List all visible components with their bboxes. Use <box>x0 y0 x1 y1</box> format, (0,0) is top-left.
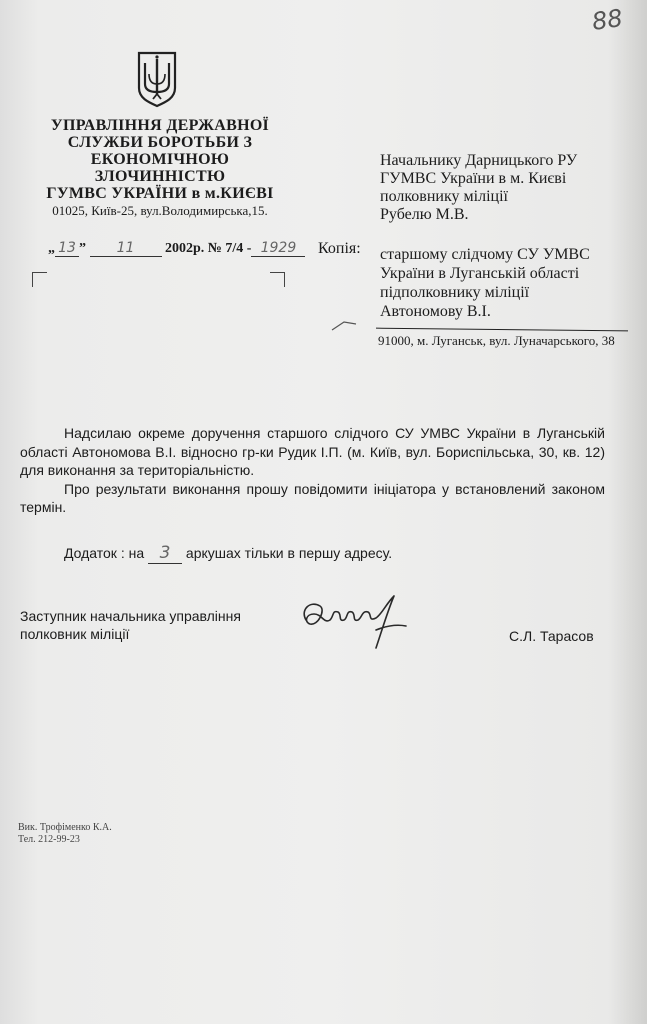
executor-phone: Тел. 212-99-23 <box>18 834 80 845</box>
addressee-line: Начальнику Дарницького РУ <box>380 152 578 169</box>
executor-name: Вик. Трофіменко К.А. <box>18 822 112 833</box>
date-day: 13 <box>55 240 79 257</box>
addressee-line: ГУМВС України в м. Києві <box>380 170 567 187</box>
signatory-position: Заступник начальника управління <box>20 608 241 624</box>
signatory-title <box>20 607 241 643</box>
date-line <box>48 240 305 257</box>
date-open-quote: „ <box>48 241 55 256</box>
copy-divider <box>376 328 628 332</box>
addressee-block <box>380 152 577 224</box>
pen-mark <box>330 318 358 334</box>
signatory-rank: полковник міліції <box>20 626 130 642</box>
copy-line: Автономову В.І. <box>380 303 491 320</box>
organization-header <box>30 117 290 218</box>
org-line: ЗЛОЧИННІСТЮ <box>94 168 226 185</box>
attachment-prefix: Додаток : на <box>64 545 145 561</box>
date-close-quote: ” <box>79 241 86 256</box>
date-year: 2002р. <box>165 241 205 256</box>
registration-corner-right <box>270 272 285 287</box>
doc-number: 1929 <box>251 240 305 257</box>
org-line: СЛУЖБИ БОРОТЬБИ З <box>67 134 253 151</box>
tryzub-emblem-icon <box>136 50 178 108</box>
letter-body <box>20 424 605 517</box>
org-line: ГУМВС УКРАЇНИ в м.КИЄВІ <box>46 185 274 202</box>
org-line: УПРАВЛІННЯ ДЕРЖАВНОЇ <box>50 117 270 134</box>
addressee-line: Рубелю М.В. <box>380 206 469 223</box>
copy-addressee-block <box>380 245 590 321</box>
signatory-name: С.Л. Тарасов <box>509 628 594 644</box>
registration-corner-left <box>32 272 47 287</box>
attachment-line <box>64 543 392 564</box>
doc-number-prefix: № 7/4 - <box>207 241 252 256</box>
page-number: 88 <box>590 4 625 36</box>
org-line: ЕКОНОМІЧНОЮ <box>90 151 230 168</box>
org-address: 01025, Київ-25, вул.Володимирська,15. <box>52 203 268 218</box>
attachment-count: 3 <box>148 543 182 564</box>
copy-label: Копія: <box>318 240 361 257</box>
handwritten-signature <box>296 590 416 654</box>
copy-postal-address: 91000, м. Луганськ, вул. Луначарського, 38 <box>378 333 615 348</box>
attachment-suffix: аркушах тільки в першу адресу. <box>185 545 393 561</box>
addressee-line: полковнику міліції <box>380 188 508 205</box>
copy-line: України в Луганській області <box>380 265 580 282</box>
body-paragraph: Про результати виконання прошу повідомити ініціатора у встановлений законом термін. <box>20 480 605 515</box>
body-paragraph: Надсилаю окреме доручення старшого слідчого СУ УМВС України в Луганській області Автономова В.І. відносно гр-ки Рудик І.П. (м. Київ, вул. Бориспільська, 30, кв. 12) для виконання за територіальністю. <box>20 425 605 478</box>
copy-line: підполковнику міліції <box>380 284 530 301</box>
copy-line: старшому слідчому СУ УМВС <box>380 246 590 263</box>
date-month: 11 <box>90 240 162 257</box>
executor-info <box>18 822 112 846</box>
